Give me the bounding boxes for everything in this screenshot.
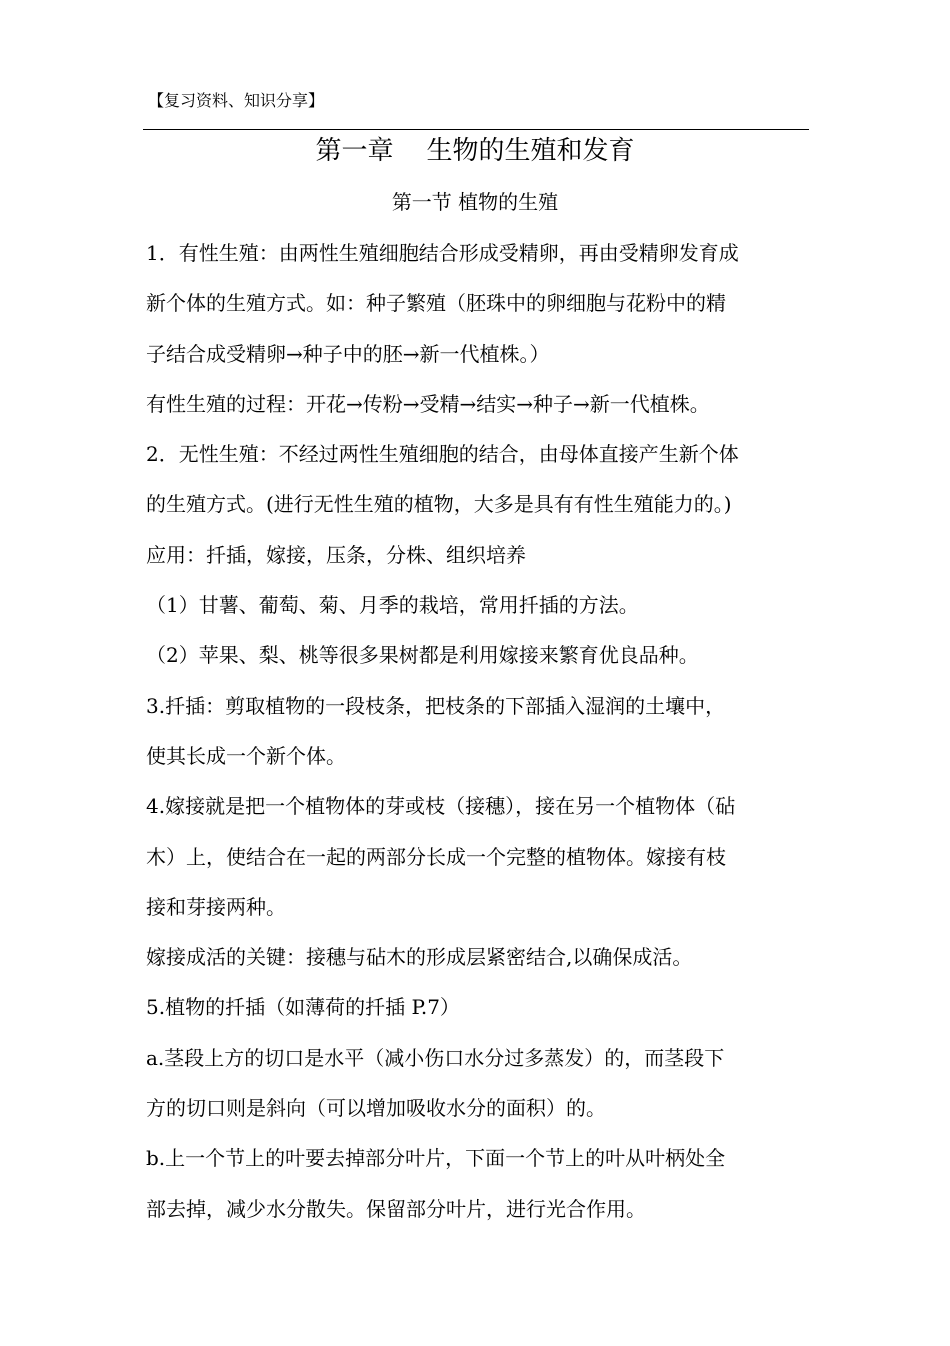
text-line: 方的切口则是斜向（可以增加吸收水分的面积）的。 [146,1096,606,1121]
text-line: 嫁接成活的关键：接穗与砧木的形成层紧密结合,以确保成活。 [146,945,693,970]
text-line: a.茎段上方的切口是水平（减小伤口水分过多蒸发）的，而茎段下 [146,1045,725,1070]
text-line: 的生殖方式。(进行无性生殖的植物，大多是具有有性生殖能力的。) [146,492,732,517]
header-rule [143,129,809,130]
text-line: 新个体的生殖方式。如：种子繁殖（胚珠中的卵细胞与花粉中的精 [146,291,726,316]
text-line: 使其长成一个新个体。 [146,743,346,768]
body-text [146,236,810,1242]
chapter-title: 第一章 生物的生殖和发育 [315,136,635,166]
page-header: 【复习资料、知识分享】 [148,91,325,110]
section-title: 第一节 植物的生殖 [391,190,559,214]
text-line: 接和芽接两种。 [146,894,286,919]
text-line: 5.植物的扦插（如薄荷的扦插 P.7） [146,995,460,1020]
text-line: 4.嫁接就是把一个植物体的芽或枝（接穗），接在另一个植物体（砧 [146,794,736,819]
text-line: 子结合成受精卵→种子中的胚→新一代植株。） [146,341,550,366]
text-line: 1．有性生殖：由两性生殖细胞结合形成受精卵，再由受精卵发育成 [146,241,739,265]
text-line: 有性生殖的过程：开花→传粉→受精→结实→种子→新一代植株。 [146,391,710,416]
text-line: （2）苹果、梨、桃等很多果树都是利用嫁接来繁育优良品种。 [146,643,699,668]
text-line: （1）甘薯、葡萄、菊、月季的栽培，常用扦插的方法。 [146,593,639,618]
text-line: 木）上，使结合在一起的两部分长成一个完整的植物体。嫁接有枝 [146,844,726,869]
text-line: 2．无性生殖：不经过两性生殖细胞的结合，由母体直接产生新个体 [146,442,739,467]
text-line: 应用：扦插，嫁接，压条，分株、组织培养 [146,542,526,567]
text-line: b.上一个节上的叶要去掉部分叶片，下面一个节上的叶从叶柄处全 [146,1146,726,1171]
text-line: 部去掉，减少水分散失。保留部分叶片，进行光合作用。 [146,1196,646,1221]
text-line: 3.扦插：剪取植物的一段枝条，把枝条的下部插入湿润的土壤中， [146,693,726,718]
